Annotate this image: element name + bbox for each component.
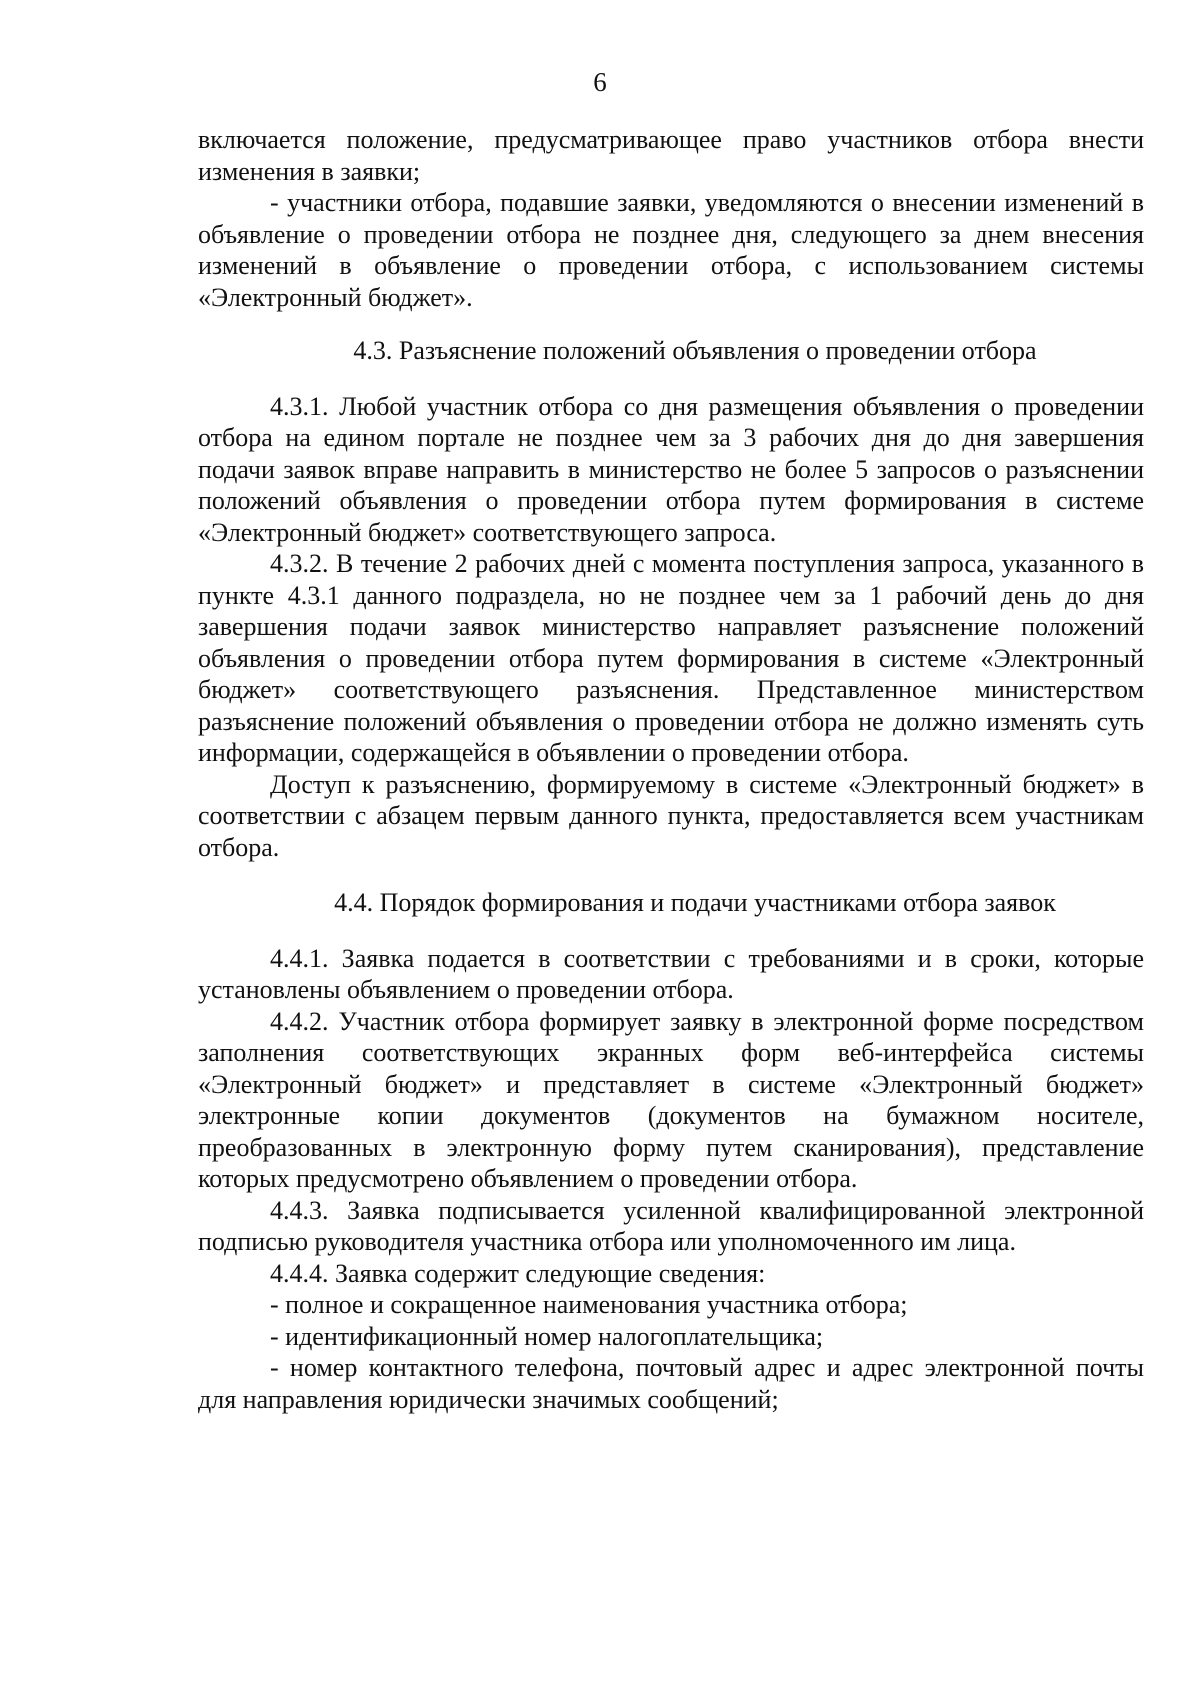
section-heading-4-3: 4.3. Разъяснение положений объявления о проведении отбора xyxy=(353,336,1037,365)
paragraph: 4.4.2. Участник отбора формирует заявку в электронной форме посредством заполнения соответствующих экранных форм веб-интерфейса системы «Электронный бюджет» и представляет в системе «Электронный бюджет» электронные копии документов (документов на бумажном носителе, преобразованных в электронную форму путем сканирования), представление которых предусмотрено объявлением о проведении отбора. xyxy=(198,1006,1144,1193)
paragraph: Доступ к разъяснению, формируемому в системе «Электронный бюджет» в соответствии с абзацем первым данного пункта, предоставляется всем участникам отбора. xyxy=(198,769,1144,862)
section-heading-4-4: 4.4. Порядок формирования и подачи участниками отбора заявок xyxy=(334,888,1056,917)
list-item: - полное и сокращенное наименования участника отбора; xyxy=(270,1290,908,1319)
list-item: - идентификационный номер налогоплательщика; xyxy=(270,1321,824,1351)
paragraph: 4.4.4. Заявка содержит следующие сведения: xyxy=(270,1258,766,1288)
document-body xyxy=(198,124,1144,1415)
paragraph: 4.4.1. Заявка подается в соответствии с требованиями и в сроки, которые установлены объявлением о проведении отбора. xyxy=(198,943,1144,1004)
list-item: - номер контактного телефона, почтовый адрес и адрес электронной почты для направления юридически значимых сообщений; xyxy=(198,1353,1144,1414)
paragraph: включается положение, предусматривающее право участников отбора внести изменения в заявки; xyxy=(198,125,1144,186)
paragraph: 4.3.1. Любой участник отбора со дня размещения объявления о проведении отбора на едином портале не позднее чем за 3 рабочих дня до дня завершения подачи заявок вправе направить в министерство не более 5 запросов о разъяснении положений объявления о проведении отбора путем формирования в системе «Электронный бюджет» соответствующего запроса. xyxy=(198,391,1144,547)
paragraph: - участники отбора, подавшие заявки, уведомляются о внесении изменений в объявление о проведении отбора не позднее дня, следующего за днем внесения изменений в объявление о проведении отбора, с использованием системы «Электронный бюджет». xyxy=(198,188,1144,312)
paragraph: 4.4.3. Заявка подписывается усиленной квалифицированной электронной подписью руководителя участника отбора или уполномоченного им лица. xyxy=(198,1195,1144,1256)
paragraph: 4.3.2. В течение 2 рабочих дней с момента поступления запроса, указанного в пункте 4.3.1 данного подраздела, но не позднее чем за 1 рабочий день до дня завершения подачи заявок министерство направляет разъяснение положений объявления о проведении отбора путем формирования в системе «Электронный бюджет» соответствующего разъяснения. Представленное министерством разъяснение положений объявления о проведении отбора не должно изменять суть информации, содержащейся в объявлении о проведении отбора. xyxy=(198,549,1144,767)
page-number: 6 xyxy=(593,67,607,97)
